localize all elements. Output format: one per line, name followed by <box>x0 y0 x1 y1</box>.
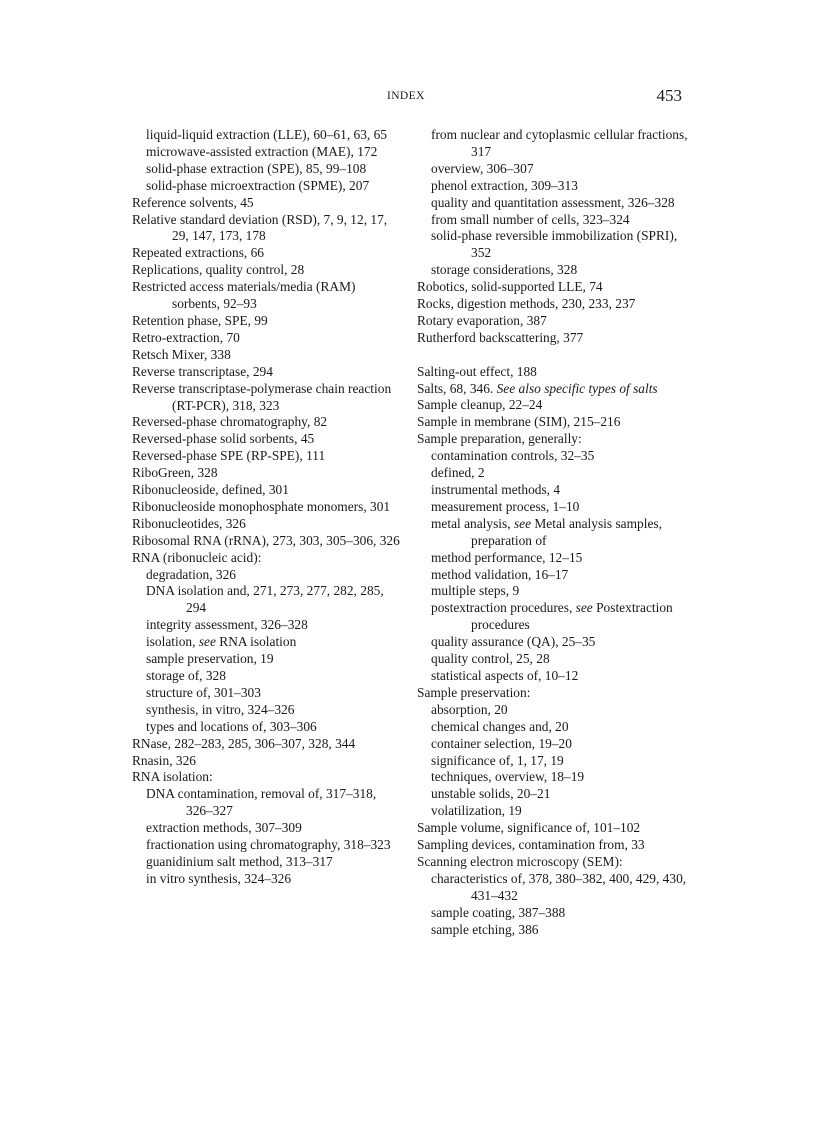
entry-text: Repeated extractions, 66 <box>132 245 264 261</box>
entry-text: RNA isolation <box>215 634 297 650</box>
entry-text: Scanning electron microscopy (SEM): <box>417 853 623 869</box>
index-entry <box>417 685 689 702</box>
entry-text: Rutherford backscattering, 377 <box>417 329 584 345</box>
index-entry <box>132 364 400 381</box>
index-subentry <box>132 837 400 854</box>
index-subentry <box>132 144 400 161</box>
entry-text: measurement process, 1–10 <box>431 498 580 514</box>
index-subentry <box>417 178 689 195</box>
index-entry <box>417 313 689 330</box>
index-entry <box>417 296 689 313</box>
index-entry <box>417 820 689 837</box>
entry-text: Retention phase, SPE, 99 <box>132 312 268 328</box>
entry-text: Sample preparation, generally: <box>417 431 582 447</box>
index-subentry <box>417 634 689 651</box>
entry-text: Ribonucleotides, 326 <box>132 515 246 531</box>
entry-text: Robotics, solid-supported LLE, 74 <box>417 279 603 295</box>
entry-text: Retro-extraction, 70 <box>132 329 240 345</box>
index-subentry <box>417 702 689 719</box>
index-subentry <box>417 567 689 584</box>
index-subentry <box>417 195 689 212</box>
entry-text: Reverse transcriptase-polymerase chain reaction (RT-PCR), 318, 323 <box>132 380 392 413</box>
entry-text: Ribosomal RNA (rRNA), 273, 303, 305–306, 326 <box>132 532 400 548</box>
entry-text: isolation, <box>146 634 199 650</box>
entry-text: Rnasin, 326 <box>132 752 196 768</box>
running-head: INDEX <box>387 90 425 102</box>
entry-text: microwave-assisted extraction (MAE), 172 <box>146 143 378 159</box>
entry-text: Ribonucleoside, defined, 301 <box>132 482 289 498</box>
index-subentry <box>417 719 689 736</box>
index-subentry <box>132 161 400 178</box>
index-subentry <box>417 550 689 567</box>
entry-text: integrity assessment, 326–328 <box>146 617 308 633</box>
entry-text: quality and quantitation assessment, 326–328 <box>431 194 675 210</box>
index-subentry <box>417 127 689 161</box>
index-entry <box>132 482 400 499</box>
entry-text: volatilization, 19 <box>431 803 522 819</box>
entry-text: degradation, 326 <box>146 566 236 582</box>
entry-text: method performance, 12–15 <box>431 549 583 565</box>
entry-text: Rotary evaporation, 387 <box>417 312 547 328</box>
page-number: 453 <box>656 86 682 105</box>
entry-text: RNase, 282–283, 285, 306–307, 328, 344 <box>132 735 356 751</box>
index-subentry <box>132 854 400 871</box>
entry-text: instrumental methods, 4 <box>431 482 561 498</box>
entry-text: Reversed-phase SPE (RP-SPE), 111 <box>132 448 326 464</box>
index-entry <box>132 516 400 533</box>
entry-text: types and locations of, 303–306 <box>146 718 317 734</box>
index-subentry <box>417 482 689 499</box>
entry-text: storage of, 328 <box>146 668 226 683</box>
index-entry <box>132 330 400 347</box>
index-subentry <box>417 161 689 178</box>
index-entry <box>132 212 400 246</box>
entry-text: RNA isolation: <box>132 769 213 785</box>
index-entry <box>132 753 400 770</box>
entry-text: sample etching, 386 <box>431 921 539 937</box>
entry-text: storage considerations, 328 <box>431 262 578 278</box>
entry-text: Postextraction procedures <box>471 600 673 633</box>
entry-text: Sample preservation: <box>417 684 531 700</box>
entry-text: Ribonucleoside monophosphate monomers, 301 <box>132 498 391 514</box>
index-entry <box>417 397 689 414</box>
entry-text: RiboGreen, 328 <box>132 465 218 481</box>
index-subentry <box>132 685 400 702</box>
cross-reference-text: see <box>513 515 532 531</box>
index-subentry <box>417 736 689 753</box>
index-subentry <box>417 753 689 770</box>
entry-text: metal analysis, <box>431 515 514 531</box>
index-entry <box>132 533 400 550</box>
index-subentry <box>417 871 689 905</box>
index-subentry <box>417 465 689 482</box>
index-entry <box>132 245 400 262</box>
index-entry <box>417 364 689 381</box>
index-entry <box>132 262 400 279</box>
entry-text: Reversed-phase solid sorbents, 45 <box>132 431 315 447</box>
entry-text: chemical changes and, 20 <box>431 718 569 734</box>
entry-text: statistical aspects of, 10–12 <box>431 667 579 683</box>
index-subentry <box>417 668 689 685</box>
entry-text: fractionation using chromatography, 318–323 <box>146 837 391 853</box>
index-column-left <box>132 127 400 888</box>
entry-text: Rocks, digestion methods, 230, 233, 237 <box>417 296 636 312</box>
index-entry <box>132 195 400 212</box>
index-entry <box>417 330 689 347</box>
index-entry <box>132 448 400 465</box>
entry-text: RNA (ribonucleic acid): <box>132 549 262 565</box>
index-subentry <box>417 228 689 262</box>
entry-text: from nuclear and cytoplasmic cellular fractions, 317 <box>431 127 688 159</box>
index-subentry <box>132 651 400 668</box>
entry-text: quality assurance (QA), 25–35 <box>431 634 596 650</box>
index-subentry <box>132 127 400 144</box>
entry-text: extraction methods, 307–309 <box>146 820 302 836</box>
entry-text: Replications, quality control, 28 <box>132 262 305 278</box>
entry-text: Sample cleanup, 22–24 <box>417 397 543 413</box>
entry-text: absorption, 20 <box>431 701 508 717</box>
index-subentry <box>417 516 689 550</box>
index-subentry <box>132 786 400 820</box>
index-subentry <box>417 583 689 600</box>
index-entry <box>132 550 400 567</box>
index-subentry <box>132 668 400 685</box>
index-column-right <box>417 127 689 938</box>
entry-text: structure of, 301–303 <box>146 684 261 700</box>
index-entry <box>132 736 400 753</box>
index-subentry <box>132 702 400 719</box>
index-entry <box>132 381 400 415</box>
index-subentry <box>132 178 400 195</box>
entry-text: multiple steps, 9 <box>431 583 520 599</box>
index-entry <box>417 854 689 871</box>
entry-text: Sample volume, significance of, 101–102 <box>417 820 641 836</box>
entry-text: characteristics of, 378, 380–382, 400, 429, 430, 431–432 <box>431 870 687 903</box>
index-subentry <box>417 212 689 229</box>
entry-text: sample preservation, 19 <box>146 651 274 667</box>
index-subentry <box>132 567 400 584</box>
index-subentry <box>417 922 689 939</box>
cross-reference-text: See also specific types of salts <box>496 380 658 396</box>
index-subentry <box>132 634 400 651</box>
entry-text: in vitro synthesis, 324–326 <box>146 870 292 886</box>
entry-text: defined, 2 <box>431 465 485 481</box>
index-entry <box>132 769 400 786</box>
cross-reference-text: see <box>575 600 593 616</box>
index-subentry <box>417 803 689 820</box>
entry-text: overview, 306–307 <box>431 160 534 176</box>
entry-text: Relative standard deviation (RSD), 7, 9, 12, 17, 29, 147, 173, 178 <box>132 211 388 244</box>
entry-text: Restricted access materials/media (RAM) sorbents, 92–93 <box>132 279 356 312</box>
entry-text: Reverse transcriptase, 294 <box>132 363 273 379</box>
index-subentry <box>417 499 689 516</box>
entry-text: Reference solvents, 45 <box>132 194 254 210</box>
entry-text: Sample in membrane (SIM), 215–216 <box>417 414 621 430</box>
index-subentry <box>132 719 400 736</box>
entry-text: solid-phase reversible immobilization (SPRI), 352 <box>431 228 678 261</box>
index-entry <box>417 279 689 296</box>
index-subentry <box>132 617 400 634</box>
entry-text: synthesis, in vitro, 324–326 <box>146 701 295 717</box>
entry-text: container selection, 19–20 <box>431 735 572 751</box>
entry-text: phenol extraction, 309–313 <box>431 177 578 193</box>
index-subentry <box>417 786 689 803</box>
entry-text: DNA isolation and, 271, 273, 277, 282, 285, 294 <box>146 583 384 616</box>
index-subentry <box>417 651 689 668</box>
entry-text: method validation, 16–17 <box>431 566 569 582</box>
index-subentry <box>417 262 689 279</box>
index-entry <box>417 837 689 854</box>
index-entry <box>132 499 400 516</box>
cross-reference-text: see <box>198 634 216 650</box>
index-subentry <box>132 583 400 617</box>
index-subentry <box>417 905 689 922</box>
entry-text: solid-phase microextraction (SPME), 207 <box>146 177 370 193</box>
entry-text: solid-phase extraction (SPE), 85, 99–108 <box>146 160 367 176</box>
entry-text: sample coating, 387–388 <box>431 904 566 920</box>
index-subentry <box>417 769 689 786</box>
index-entry <box>132 313 400 330</box>
index-entry <box>417 414 689 431</box>
index-entry <box>132 279 400 313</box>
entry-text: DNA contamination, removal of, 317–318, 326–327 <box>146 786 377 819</box>
entry-text: postextraction procedures, <box>431 600 576 616</box>
index-entry <box>417 431 689 448</box>
index-entry <box>132 414 400 431</box>
entry-text: contamination controls, 32–35 <box>431 448 595 464</box>
entry-text: guanidinium salt method, 313–317 <box>146 853 333 869</box>
index-subentry <box>417 600 689 634</box>
index-entry <box>132 431 400 448</box>
entry-text: liquid-liquid extraction (LLE), 60–61, 63, 65 <box>146 127 387 142</box>
entry-text: Salts, 68, 346. <box>417 380 497 396</box>
index-subentry <box>417 448 689 465</box>
entry-text: techniques, overview, 18–19 <box>431 769 585 785</box>
entry-text: Salting-out effect, 188 <box>417 363 537 379</box>
entry-text: Retsch Mixer, 338 <box>132 346 231 362</box>
index-entry <box>132 347 400 364</box>
entry-text: Reversed-phase chromatography, 82 <box>132 414 328 430</box>
entry-text: from small number of cells, 323–324 <box>431 211 630 227</box>
page-header <box>0 86 816 110</box>
index-subentry <box>132 820 400 837</box>
entry-text: Metal analysis samples, preparation of <box>471 515 662 548</box>
entry-text: Sampling devices, contamination from, 33 <box>417 837 645 853</box>
index-entry <box>417 381 689 398</box>
index-subentry <box>132 871 400 888</box>
entry-text: quality control, 25, 28 <box>431 651 550 667</box>
index-entry <box>132 465 400 482</box>
entry-text: unstable solids, 20–21 <box>431 786 551 802</box>
entry-text: significance of, 1, 17, 19 <box>431 752 564 768</box>
